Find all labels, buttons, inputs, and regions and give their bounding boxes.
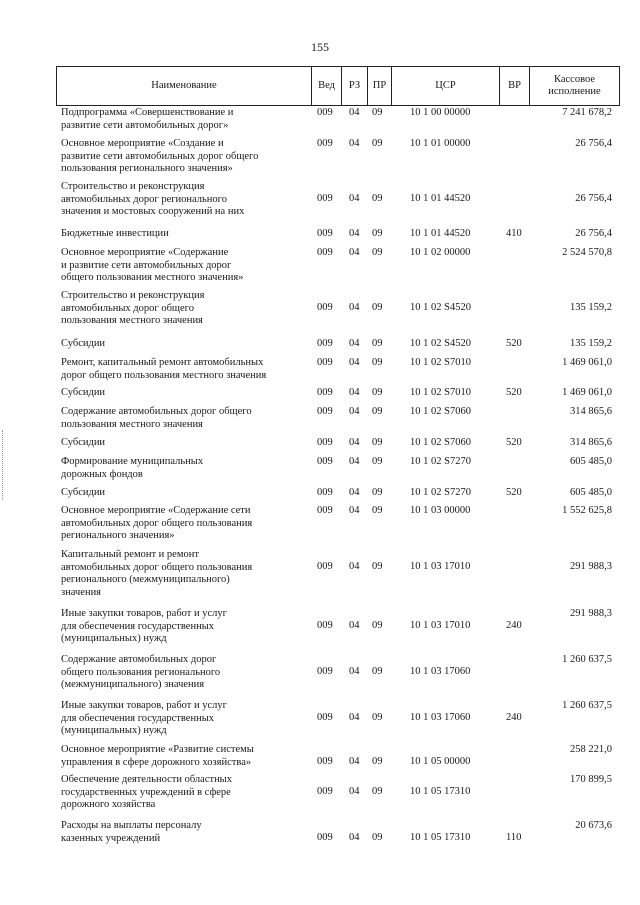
row-csr: 10 1 03 17060: [410, 712, 471, 723]
row-vr: 410: [506, 228, 522, 239]
row-csr: 10 1 05 17310: [410, 832, 471, 843]
row-name: Капитальный ремонт и ремонт автомобильных дорог общего пользования регионального (межмуниципального) значения: [61, 549, 253, 598]
scan-margin-mark: [2, 430, 6, 500]
row-name: Расходы на выплаты персоналу казенных учреждений: [61, 820, 202, 844]
row-pr: 09: [372, 756, 383, 767]
row-pr: 09: [372, 712, 383, 723]
header-vr: ВР: [499, 67, 529, 105]
row-rz: 04: [349, 712, 360, 723]
row-pr: 09: [372, 193, 383, 204]
row-csr: 10 1 00 00000: [410, 107, 471, 118]
row-csr: 10 1 05 17310: [410, 786, 471, 797]
row-ved: 009: [317, 406, 333, 417]
row-ved: 009: [317, 228, 333, 239]
row-sum: 26 756,4: [575, 193, 612, 204]
row-sum: 1 469 061,0: [562, 387, 612, 398]
row-vr: 110: [506, 832, 522, 843]
row-rz: 04: [349, 138, 360, 149]
row-name: Субсидии: [61, 338, 106, 349]
row-csr: 10 1 02 S4520: [410, 302, 471, 313]
row-sum: 26 756,4: [575, 138, 612, 149]
row-sum: 314 865,6: [570, 406, 612, 417]
row-pr: 09: [372, 107, 383, 118]
row-sum: 314 865,6: [570, 437, 612, 448]
row-csr: 10 1 02 S7060: [410, 406, 471, 417]
row-pr: 09: [372, 786, 383, 797]
row-sum: 2 524 570,8: [562, 247, 612, 258]
row-name: Обеспечение деятельности областных государственных учреждений в сфере дорожного хозяйства: [61, 774, 232, 810]
row-sum: 258 221,0: [570, 744, 612, 755]
row-sum: 135 159,2: [570, 338, 612, 349]
row-pr: 09: [372, 487, 383, 498]
row-rz: 04: [349, 505, 360, 516]
row-sum: 605 485,0: [570, 456, 612, 467]
header-ved: Вед: [311, 67, 341, 105]
row-pr: 09: [372, 357, 383, 368]
row-name: Субсидии: [61, 487, 106, 498]
row-name: Ремонт, капитальный ремонт автомобильных дорог общего пользования местного значения: [61, 357, 267, 381]
row-rz: 04: [349, 666, 360, 677]
row-name: Бюджетные инвестиции: [61, 228, 169, 239]
row-rz: 04: [349, 387, 360, 398]
row-name: Субсидии: [61, 437, 106, 448]
row-rz: 04: [349, 247, 360, 258]
row-sum: 20 673,6: [575, 820, 612, 831]
row-csr: 10 1 02 S7010: [410, 387, 471, 398]
row-sum: 291 988,3: [570, 561, 612, 572]
row-csr: 10 1 02 S7060: [410, 437, 471, 448]
row-ved: 009: [317, 712, 333, 723]
row-name: Иные закупки товаров, работ и услуг для обеспечения государственных (муниципальных) нужд: [61, 608, 227, 644]
header-pr: ПР: [367, 67, 391, 105]
row-pr: 09: [372, 228, 383, 239]
row-pr: 09: [372, 247, 383, 258]
row-name: Субсидии: [61, 387, 106, 398]
row-rz: 04: [349, 107, 360, 118]
row-rz: 04: [349, 406, 360, 417]
row-rz: 04: [349, 228, 360, 239]
row-name: Содержание автомобильных дорог общего пользования регионального (межмуниципального) значения: [61, 654, 221, 690]
row-sum: 1 469 061,0: [562, 357, 612, 368]
row-csr: 10 1 01 44520: [410, 193, 471, 204]
row-csr: 10 1 01 44520: [410, 228, 471, 239]
row-name: Иные закупки товаров, работ и услуг для обеспечения государственных (муниципальных) нужд: [61, 700, 227, 736]
row-ved: 009: [317, 487, 333, 498]
row-rz: 04: [349, 487, 360, 498]
row-ved: 009: [317, 456, 333, 467]
table-header: [56, 66, 620, 106]
row-csr: 10 1 02 S7270: [410, 487, 471, 498]
row-pr: 09: [372, 437, 383, 448]
row-ved: 009: [317, 302, 333, 313]
row-ved: 009: [317, 832, 333, 843]
row-rz: 04: [349, 437, 360, 448]
row-pr: 09: [372, 561, 383, 572]
row-sum: 1 260 637,5: [562, 700, 612, 711]
row-name: Основное мероприятие «Развитие системы управления в сфере дорожного хозяйства»: [61, 744, 254, 768]
row-csr: 10 1 05 00000: [410, 756, 471, 767]
row-rz: 04: [349, 756, 360, 767]
row-rz: 04: [349, 620, 360, 631]
row-csr: 10 1 03 00000: [410, 505, 471, 516]
row-ved: 009: [317, 107, 333, 118]
row-pr: 09: [372, 832, 383, 843]
row-pr: 09: [372, 456, 383, 467]
row-ved: 009: [317, 387, 333, 398]
row-vr: 240: [506, 712, 522, 723]
row-sum: 7 241 678,2: [562, 107, 612, 118]
row-name: Основное мероприятие «Содержание и развитие сети автомобильных дорог общего пользования местного значения»: [61, 247, 244, 283]
row-vr: 520: [506, 338, 522, 349]
row-name: Строительство и реконструкция автомобильных дорог общего пользования местного значения: [61, 290, 205, 326]
row-vr: 520: [506, 387, 522, 398]
row-ved: 009: [317, 620, 333, 631]
row-ved: 009: [317, 786, 333, 797]
row-pr: 09: [372, 505, 383, 516]
row-rz: 04: [349, 193, 360, 204]
row-csr: 10 1 02 S7270: [410, 456, 471, 467]
row-rz: 04: [349, 561, 360, 572]
row-sum: 26 756,4: [575, 228, 612, 239]
row-ved: 009: [317, 138, 333, 149]
row-csr: 10 1 02 00000: [410, 247, 471, 258]
row-sum: 135 159,2: [570, 302, 612, 313]
row-csr: 10 1 01 00000: [410, 138, 471, 149]
row-ved: 009: [317, 437, 333, 448]
row-pr: 09: [372, 666, 383, 677]
row-csr: 10 1 02 S7010: [410, 357, 471, 368]
row-rz: 04: [349, 302, 360, 313]
row-sum: 1 552 625,8: [562, 505, 612, 516]
row-pr: 09: [372, 387, 383, 398]
row-pr: 09: [372, 620, 383, 631]
row-name: Основное мероприятие «Создание и развитие сети автомобильных дорог общего пользования регионального значения»: [61, 138, 259, 174]
header-name: Наименование: [151, 80, 217, 91]
page-number: 155: [311, 40, 329, 54]
row-name: Содержание автомобильных дорог общего пользования местного значения: [61, 406, 252, 430]
row-vr: 520: [506, 487, 522, 498]
row-pr: 09: [372, 338, 383, 349]
row-csr: 10 1 03 17060: [410, 666, 471, 677]
header-csr: ЦСР: [391, 67, 499, 105]
row-rz: 04: [349, 786, 360, 797]
row-pr: 09: [372, 302, 383, 313]
row-ved: 009: [317, 561, 333, 572]
row-rz: 04: [349, 338, 360, 349]
row-sum: 170 899,5: [570, 774, 612, 785]
row-sum: 605 485,0: [570, 487, 612, 498]
row-vr: 520: [506, 437, 522, 448]
row-ved: 009: [317, 756, 333, 767]
row-rz: 04: [349, 456, 360, 467]
row-pr: 09: [372, 138, 383, 149]
row-ved: 009: [317, 338, 333, 349]
row-ved: 009: [317, 666, 333, 677]
row-csr: 10 1 03 17010: [410, 561, 471, 572]
row-name: Строительство и реконструкция автомобильных дорог регионального значения и мостовых сооружений на них: [61, 181, 245, 217]
header-sum: Кассовое исполнение: [529, 67, 619, 105]
header-rz: РЗ: [341, 67, 367, 105]
row-sum: 1 260 637,5: [562, 654, 612, 665]
row-ved: 009: [317, 357, 333, 368]
row-name: Подпрограмма «Совершенствование и развитие сети автомобильных дорог»: [61, 107, 234, 131]
row-ved: 009: [317, 247, 333, 258]
row-csr: 10 1 02 S4520: [410, 338, 471, 349]
row-ved: 009: [317, 505, 333, 516]
row-pr: 09: [372, 406, 383, 417]
row-name: Основное мероприятие «Содержание сети автомобильных дорог общего пользования регионального значения»: [61, 505, 253, 541]
row-csr: 10 1 03 17010: [410, 620, 471, 631]
row-rz: 04: [349, 357, 360, 368]
row-ved: 009: [317, 193, 333, 204]
row-rz: 04: [349, 832, 360, 843]
row-sum: 291 988,3: [570, 608, 612, 619]
row-vr: 240: [506, 620, 522, 631]
row-name: Формирование муниципальных дорожных фондов: [61, 456, 204, 480]
